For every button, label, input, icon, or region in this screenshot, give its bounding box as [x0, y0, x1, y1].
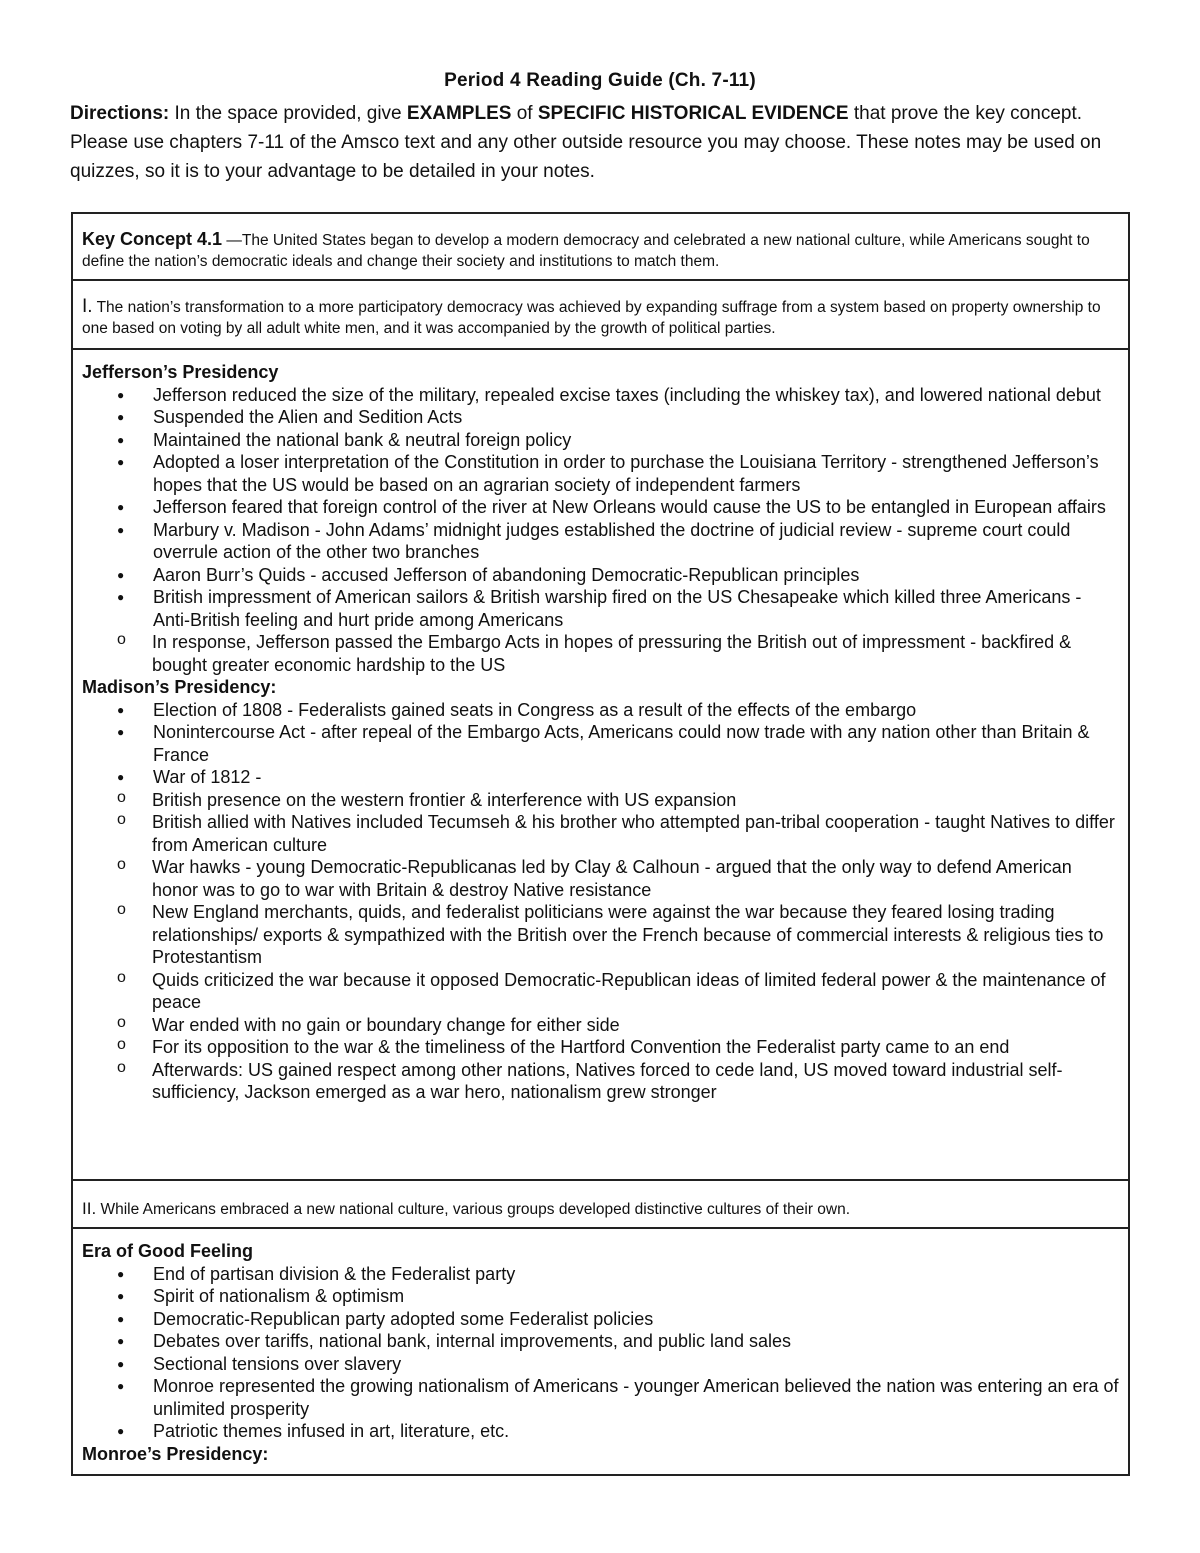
section-1-text: The nation’s transformation to a more participatory democracy was achieved by expanding suffrage from a system based on property ownership to one based on voting by all adult white men, and it was accompanied by the growth of political parties. [82, 299, 1101, 337]
section-1-cell [73, 281, 1128, 350]
key-concept-text: —The United States began to develop a modern democracy and celebrated a new national culture, while Americans sought to define the nation’s democratic ideals and change their society and institutions to match them. [82, 232, 1090, 270]
list-item: ● Aaron Burr’s Quids - accused Jefferson of abandoning Democratic-Republican principles [82, 564, 1119, 587]
madison-heading: Madison’s Presidency: [82, 677, 277, 697]
jefferson-list [82, 384, 1119, 677]
list-item: ● War of 1812 - [82, 766, 1119, 789]
sub-list-item: o British presence on the western frontier & interference with US expansion [73, 789, 1119, 812]
list-item: ● Suspended the Alien and Sedition Acts [82, 406, 1119, 429]
list-item: ● Spirit of nationalism & optimism [82, 1285, 1119, 1308]
directions-emphasis-evidence: SPECIFIC HISTORICAL EVIDENCE [537, 103, 849, 124]
list-item: ● Patriotic themes infused in art, literature, etc. [82, 1420, 1119, 1443]
good-feeling-heading: Era of Good Feeling [82, 1241, 254, 1261]
war-of-1812-sublist [82, 789, 1119, 1104]
directions-emphasis-examples: EXAMPLES [406, 103, 512, 124]
list-item: ● Debates over tariffs, national bank, internal improvements, and public land sales [82, 1330, 1119, 1353]
key-concept-cell [73, 214, 1128, 281]
notes-table [71, 212, 1130, 1476]
list-item: ● End of partisan division & the Federalist party [82, 1263, 1119, 1286]
list-item: ● Jefferson feared that foreign control of the river at New Orleans would cause the US to be entangled in European affairs [82, 496, 1119, 519]
list-item: ● Monroe represented the growing nationalism of Americans - younger American believed the nation was entering an era of unlimited prosperity [82, 1375, 1119, 1420]
list-item: ● Marbury v. Madison - John Adams’ midnight judges established the doctrine of judicial review - supreme court could overrule action of the other two branches [82, 519, 1119, 564]
sub-list-item: o War ended with no gain or boundary change for either side [73, 1014, 1119, 1037]
jefferson-heading: Jefferson’s Presidency [82, 362, 279, 382]
list-item: ● Nonintercourse Act - after repeal of the Embargo Acts, Americans could now trade with any nation other than Britain & France [82, 721, 1119, 766]
list-item: ● Sectional tensions over slavery [82, 1353, 1119, 1376]
page-title: Period 4 Reading Guide (Ch. 7-11) [444, 70, 756, 91]
list-item: ● Maintained the national bank & neutral foreign policy [82, 429, 1119, 452]
list-item: ● Adopted a loser interpretation of the Constitution in order to purchase the Louisiana Territory - strengthened Jefferson’s hopes that the US would be based on an agrarian society of independent farmers [82, 451, 1119, 496]
directions-text-3: that prove the key concept. Please use chapters 7-11 of the Amsco text and any other outside resource you may choose. These notes may be used on quizzes, so it is to your advantage to be detailed in your notes. [70, 103, 1102, 182]
sub-list-item: o British allied with Natives included Tecumseh & his brother who attempted pan-tribal cooperation - taught Natives to differ from American culture [73, 811, 1119, 856]
key-concept-label: Key Concept 4.1 [82, 229, 223, 249]
directions-text-1: In the space provided, give [169, 103, 407, 124]
directions-label: Directions: [70, 103, 170, 124]
section-2-numeral: II. [82, 1199, 97, 1218]
directions [70, 99, 1135, 186]
sub-list-item: o For its opposition to the war & the timeliness of the Hartford Convention the Federalist party came to an end [73, 1036, 1119, 1059]
section-2-text: While Americans embraced a new national culture, various groups developed distinctive cultures of their own. [96, 1201, 851, 1218]
sub-list-item: o In response, Jefferson passed the Embargo Acts in hopes of pressuring the British out of impressment - backfired & bought greater economic hardship to the US [73, 631, 1119, 676]
sub-list-item: o New England merchants, quids, and federalist politicians were against the war because they feared losing trading relationships/ exports & sympathized with the British over the French because of commercial interests & religious ties to Protestantism [73, 901, 1119, 969]
list-item: ● Jefferson reduced the size of the military, repealed excise taxes (including the whiskey tax), and lowered national debut [82, 384, 1119, 407]
good-feeling-list [82, 1263, 1119, 1443]
jefferson-sublist [82, 631, 1119, 676]
sub-list-item: o Afterwards: US gained respect among other nations, Natives forced to cede land, US moved toward industrial self-sufficiency, Jackson emerged as a war hero, nationalism grew stronger [73, 1059, 1119, 1104]
madison-list [82, 699, 1119, 1104]
sub-list-item: o War hawks - young Democratic-Republicanas led by Clay & Calhoun - argued that the only way to defend American honor was to go to war with Britain & destroy Native resistance [73, 856, 1119, 901]
directions-text-2: of [511, 103, 538, 124]
sub-list-item: o Quids criticized the war because it opposed Democratic-Republican ideas of limited federal power & the maintenance of peace [73, 969, 1119, 1014]
section-2-cell [73, 1181, 1128, 1229]
list-item: ● British impressment of American sailors & British warship fired on the US Chesapeake which killed three Americans - Anti-British feeling and hurt pride among Americans [82, 586, 1119, 631]
monroe-heading: Monroe’s Presidency: [82, 1443, 269, 1464]
list-item: ● Democratic-Republican party adopted some Federalist policies [82, 1308, 1119, 1331]
section-1-notes-cell [73, 350, 1128, 1181]
list-item: ● Election of 1808 - Federalists gained seats in Congress as a result of the effects of the embargo [82, 699, 1119, 722]
section-1-numeral: I. [82, 296, 93, 317]
section-2-notes-cell [73, 1229, 1128, 1465]
